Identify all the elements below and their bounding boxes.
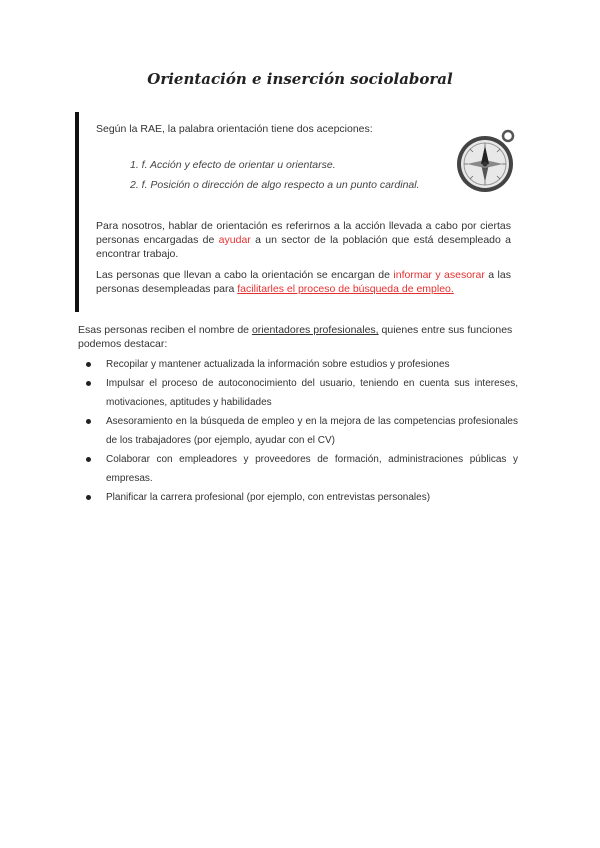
list-item: Impulsar el proceso de autoconocimiento del usuario, teniendo en cuenta sus intereses, motivaciones, aptitudes y habilidades [78,374,518,412]
list-item: Asesoramiento en la búsqueda de empleo y en la mejora de las competencias profesionales de los trabajadores (por ejemplo, ayudar con el CV) [78,412,518,450]
page-title: Orientación e inserción sociolaboral [147,70,453,88]
intro-text-b: quienes entre sus funciones podemos destacar: [78,324,513,350]
bullet-icon [86,495,91,500]
intro-text-a: Esas personas reciben el nombre de [78,324,252,336]
bullet-icon [86,362,91,367]
quote-intro: Según la RAE, la palabra orientación tiene dos acepciones: [96,123,373,135]
list-item: Colaborar con empleadores y proveedores de formación, administraciones públicas y empresas. [78,450,518,488]
bullet-icon [86,419,91,424]
body-intro [78,323,518,351]
p1-text-a: Para nosotros, hablar de orientación es referirnos a la acción llevada a cabo por ciertas personas encargadas de [96,220,511,246]
definition-2: 2. f. Posición o dirección de algo respecto a un punto cardinal. [130,179,420,191]
bullet-icon [86,381,91,386]
intro-underlined: orientadores profesionales, [251,324,379,336]
quote-paragraph-1 [96,219,511,261]
p1-text-b: a un sector de la población que está desempleado a encontrar trabajo. [96,234,512,260]
quote-paragraph-2 [96,268,511,296]
p1-highlight: ayudar [218,234,251,246]
p2-text-a: Las personas que llevan a cabo la orientación se encargan de [96,269,394,281]
p2-highlight: informar y asesorar [393,269,485,281]
definition-1: 1. f. Acción y efecto de orientar u orientarse. [130,159,336,171]
functions-list [78,355,518,507]
compass-icon [455,128,517,194]
list-item: Recopilar y mantener actualizada la información sobre estudios y profesiones [78,355,518,374]
bullet-icon [86,457,91,462]
p2-text-b: a las personas desempleadas para [96,269,511,295]
list-item: Planificar la carrera profesional (por ejemplo, con entrevistas personales) [78,488,518,507]
p2-highlight-underlined: facilitarles el proceso de búsqueda de empleo. [237,283,454,295]
